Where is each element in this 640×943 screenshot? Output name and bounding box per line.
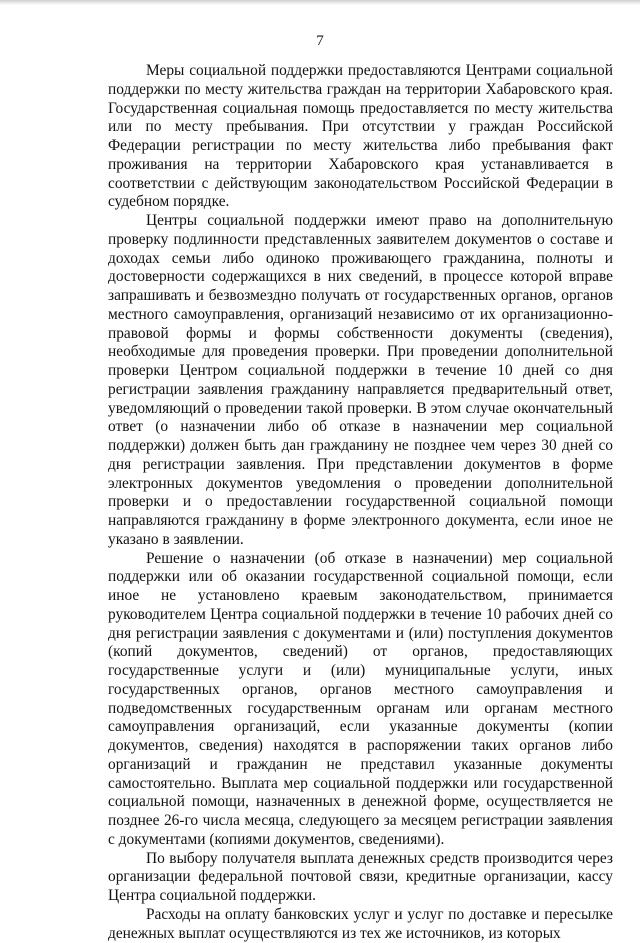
paragraph-3: Решение о назначении (об отказе в назначении) мер социальной поддержки или об оказании государственной социальной помощи, если иное не установлено краевым законодательством, принимается руководителем Центра социальной поддержки в течение 10 рабочих дней со дня регистрации заявления с документами и (или) поступления документов (копий документов, сведений) от органов, предоставляющих государственные услуги и (или) муниципальные услуги, иных государственных органов, органов местного самоуправления и подведомственных государственным органам или органам местного самоуправления организаций, если указанные документы (копии документов, сведения) находятся в распоряжении таких органов либо организаций и гражданин не представил указанные документы самостоятельно. Выплата мер социальной поддержки или государственной социальной помощи, назначенных в денежной форме, осуществляется не позднее 26-го числа месяца, следующего за месяцем регистрации заявления с документами (копиями документов, сведениями). <box>108 549 613 848</box>
scan-edge <box>0 0 640 5</box>
document-body <box>108 62 613 943</box>
paragraph-2: Центры социальной поддержки имеют право на дополнительную проверку подлинности представленных заявителем документов о составе и доходах семьи либо одиноко проживающего гражданина, полноты и достоверности содержащихся в них сведений, в процессе которой вправе запрашивать и безвозмездно получать от государственных органов, органов местного самоуправления, организаций независимо от их организационно-правовой формы и формы собственности документы (сведения), необходимые для проведения проверки. При проведении дополнительной проверки Центром социальной поддержки в течение 10 дней со дня регистрации заявления гражданину направляется предварительный ответ, уведомляющий о проведении такой проверки. В этом случае окончательный ответ (о назначении либо об отказе в назначении мер социальной поддержки) должен быть дан гражданину не позднее чем через 30 дней со дня регистрации заявления. При представлении документов в форме электронных документов уведомления о проведении дополнительной проверки и о предоставлении государственной социальной помощи направляются гражданину в форме электронного документа, если иное не указано в заявлении. <box>108 212 613 548</box>
page-number: 7 <box>316 33 324 49</box>
paragraph-1: Меры социальной поддержки предоставляются Центрами социальной поддержки по месту жительства граждан на территории Хабаровского края. Государственная социальная помощь предоставляется по месту жительства или по месту пребывания. При отсутствии у граждан Российской Федерации регистрации по месту жительства либо пребывания факт проживания на территории Хабаровского края устанавливается в соответствии с действующим законодательством Российской Федерации в судебном порядке. <box>108 62 613 211</box>
paragraph-5: Расходы на оплату банковских услуг и услуг по доставке и пересылке денежных выплат осуществляются из тех же источников, из которых <box>108 905 613 942</box>
paragraph-4: По выбору получателя выплата денежных средств производится через организации федеральной почтовой связи, кредитные организации, кассу Центра социальной поддержки. <box>108 849 613 904</box>
